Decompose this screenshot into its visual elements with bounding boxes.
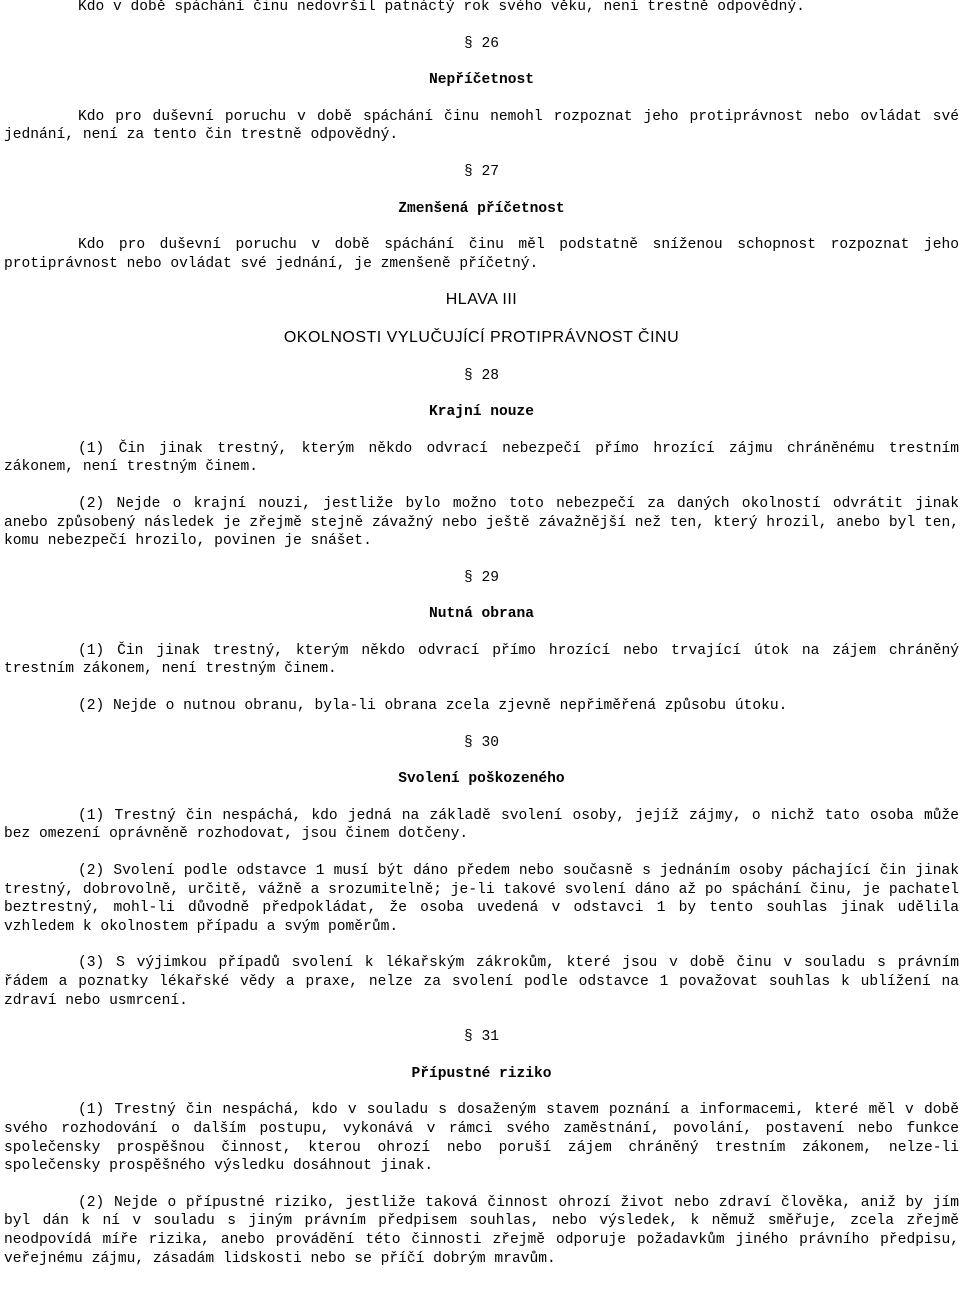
paragraph: (1) Trestný čin nespáchá, kdo v souladu s dosaženým stavem poznání a informacemi, které měl v době svého rozhodování o dalším postupu, vykonává v rámci svého zaměstnání, povolání, postavení nebo funkce společensky prospěšnou činnost, kterou ohrozí nebo poruší zájem chráněný trestním zákonem, nelze-li společensky prospěšného výsledku dosáhnout jinak.: [4, 1102, 959, 1175]
paragraph: (2) Nejde o krajní nouzi, jestliže bylo možno toto nebezpečí za daných okolností odvrátit jinak anebo způsobený následek je zřejmě stejně závažný nebo ještě závažnější než ten, který hrozil, anebo byl ten, komu nebezpečí hrozilo, povinen je snášet.: [4, 495, 959, 550]
document-page: [4, 0, 959, 1268]
section-number: § 29: [463, 569, 500, 586]
paragraph: (1) Trestný čin nespáchá, kdo jedná na základě svolení osoby, jejíž zájmy, o nichž tato osoba může bez omezení oprávněně rozhodovat, jsou činem dotčeny.: [4, 807, 959, 843]
paragraph: (2) Nejde o nutnou obranu, byla-li obrana zcela zjevně nepřiměřená způsobu útoku.: [78, 698, 788, 715]
section-number: § 30: [463, 734, 500, 751]
paragraph: Kdo v době spáchání činu nedovršil patnáctý rok svého věku, není trestně odpovědný.: [78, 0, 805, 15]
section-number: § 31: [463, 1029, 500, 1046]
section-title: Přípustné riziko: [411, 1065, 552, 1082]
paragraph: (1) Čin jinak trestný, kterým někdo odvrací nebezpečí přímo hrozící zájmu chráněnému trestním zákonem, není trestným činem.: [4, 440, 959, 476]
section-number: § 26: [463, 35, 500, 52]
chapter-heading: HLAVA III: [445, 291, 518, 309]
paragraph: (2) Nejde o přípustné riziko, jestliže taková činnost ohrozí život nebo zdraví člověka, aniž by jím byl dán k ní v souladu s jiným právním předpisem souhlas, nebo výsledek, k němuž směřuje, zcela zřejmě neodpovídá míře rizika, anebo provádění této činnosti zřejmě odporuje požadavkům jiného právního předpisu, veřejnému zájmu, zásadám lidskosti nebo se příčí dobrým mravům.: [4, 1194, 959, 1267]
paragraph: (3) S výjimkou případů svolení k lékařským zákrokům, které jsou v době činu v souladu s právním řádem a poznatky lékařské vědy a praxe, nelze za svolení podle odstavce 1 považovat souhlas k ublížení na zdraví nebo usmrcení.: [4, 955, 959, 1009]
paragraph: Kdo pro duševní poruchu v době spáchání činu měl podstatně sníženou schopnost rozpoznat jeho protiprávnost nebo ovládat své jednání, je zmenšeně příčetný.: [4, 237, 959, 272]
paragraph: (1) Čin jinak trestný, kterým někdo odvrací přímo hrozící nebo trvající útok na zájem chráněný trestním zákonem, není trestným činem.: [4, 642, 959, 678]
section-title: Nepříčetnost: [428, 72, 535, 89]
section-title: Krajní nouze: [428, 404, 535, 421]
paragraph: Kdo pro duševní poruchu v době spáchání činu nemohl rozpoznat jeho protiprávnost nebo ovládat své jednání, není za tento čin trestně odpovědný.: [4, 108, 959, 144]
chapter-title: OKOLNOSTI VYLUČUJÍCÍ PROTIPRÁVNOST ČINU: [283, 328, 680, 346]
section-title: Svolení poškozeného: [398, 771, 565, 788]
section-title: Zmenšená příčetnost: [398, 200, 565, 217]
paragraph: (2) Svolení podle odstavce 1 musí být dáno předem nebo současně s jednáním osoby páchající čin jinak trestný, dobrovolně, určitě, vážně a srozumitelně; je-li takové svolení dáno až po spáchání činu, je pachatel beztrestný, mohl-li důvodně předpokládat, že osoba uvedená v odstavci 1 by tento souhlas jinak udělila vzhledem k okolnostem případu a svým poměrům.: [4, 863, 959, 935]
section-number: § 27: [463, 163, 500, 180]
section-title: Nutná obrana: [428, 606, 535, 623]
section-number: § 28: [463, 367, 500, 384]
